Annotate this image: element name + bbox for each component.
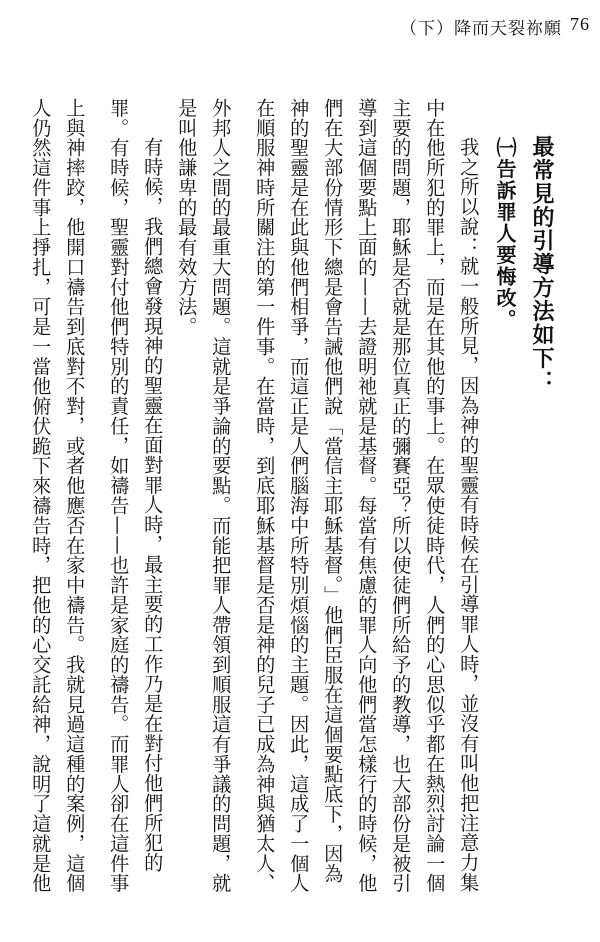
text-column-2: 中在他所犯的罪上，而是在其他的事上。在眾使徒時代，人們的心思似乎都在熱烈討論一個 [423,98,447,894]
text-column-13: 人仍然這件事上掙扎，可是一當他俯伏跪下來禱告時，把他的心交託給神，說明了這就是他 [29,98,53,894]
running-head-title: （下）降而天裂祢願 [400,19,562,39]
text-column-7: 在順服神時所關注的第一件事。在當時，到底耶穌基督是否是神的兒子已成為神與猶太人、 [253,98,277,894]
text-column-6: 神的聖靈是在此與他們相爭，而這正是人們腦海中所特別煩惱的主題。因此，這成了一個人 [287,98,311,894]
text-column-3: 主要的問題，耶穌是否就是那位真正的彌賽亞？所以使徒們所給予的教導，也大部份是被引 [389,98,413,894]
text-column-1: 我之所以說：就一般所見，因為神的聖靈有時候在引導罪人時，並沒有叫他把注意力集 [457,137,481,893]
text-column-9: 是叫他謙卑的最有效方法。 [175,98,199,337]
page-number: 76 [570,14,590,34]
text-column-5: 們在大部份情形下總是會告誡他們說「當信主耶穌基督。」他們臣服在這個要點底下，因為 [321,98,345,884]
text-column-10: 有時候，我們總會發現神的聖靈在面對罪人時，最主要的工作乃是在對付他們所犯的 [141,137,165,873]
text-column-12: 上與神摔跤，他開口禱告到底對不對，或者他應否在家中禱告。我就見過這種的案例，這個 [63,98,87,894]
text-column-8: 外邦人之間的最重大問題。這就是爭論的要點。而能把罪人帶領到順服這有爭議的問題，就 [209,98,233,894]
text-column-11: 罪。有時候，聖靈對付他們特別的責任，如禱告——也許是家庭的禱告。而罪人卻在這件事 [107,98,131,894]
section-subheading: ㈠告訴罪人要悔改。 [493,137,517,331]
text-column-4: 導到這個要點上面的——去證明祂就是基督。每當有焦慮的罪人向他們當怎樣行的時候，他 [355,98,379,894]
running-head [400,14,590,40]
section-heading: 最常見的引導方法如下： [529,135,554,394]
